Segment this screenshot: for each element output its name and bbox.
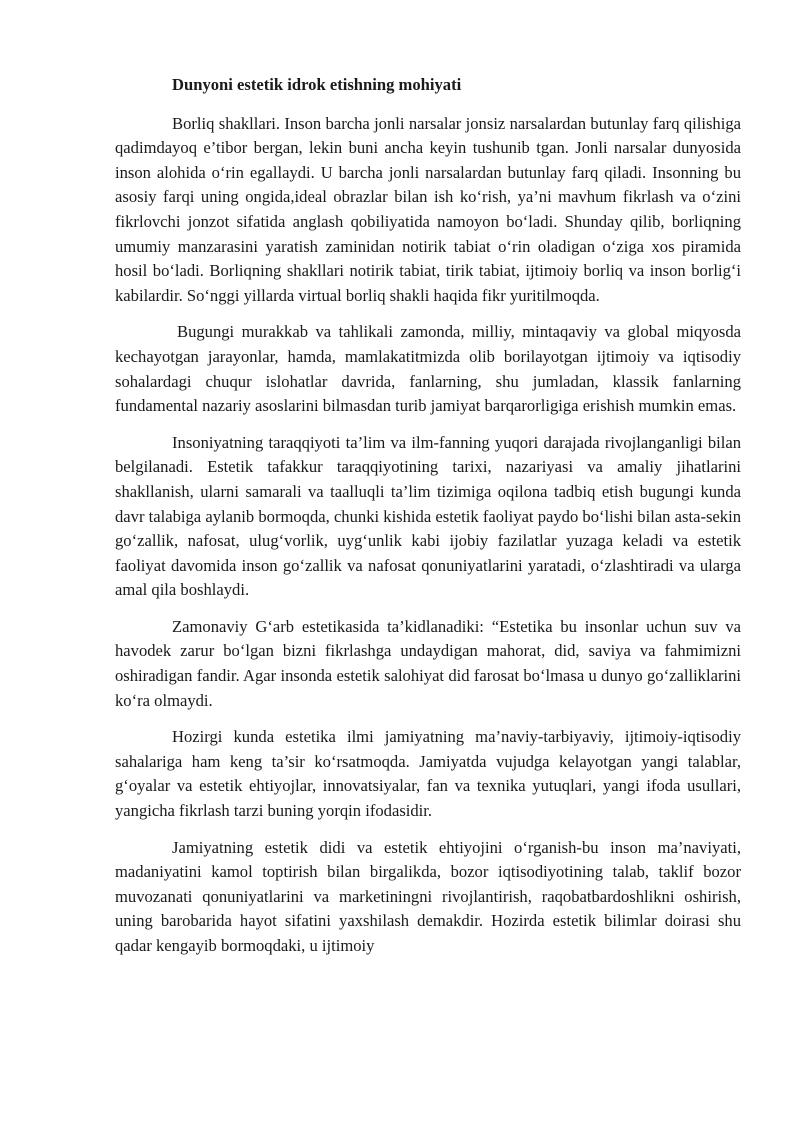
paragraph-borliq-shakllari: Borliq shakllari. Inson barcha jonli narsalar jonsiz narsalardan butunlay farq qilishiga qadimdayoq e’tibor bergan, lekin buni ancha keyin tushunib tgan. Jonli narsalar dunyosida inson alohida o‘rin egallaydi. U barcha jonli narsalardan butunlay farq qiladi. Insonning bu asosiy farqi uning ongida,ideal obrazlar bilan ish ko‘rish, ya’ni mavhum fikrlash va o‘zini fikrlovchi jonzot sifatida anglash qobiliyatida namoyon bo‘ladi. Shunday qilib, borliqning umumiy manzarasini yaratish zaminidan notirik tabiat o‘rin oladigan o‘ziga xos piramida hosil bo‘ladi. Borliqning shakllari notirik tabiat, tirik tabiat, ijtimoiy borliq va inson borlig‘i kabilardir. So‘nggi yillarda virtual borliq shakli haqida fikr yuritilmoqda. (115, 113, 741, 305)
paragraph-bugungi-zamon: Bugungi murakkab va tahlikali zamonda, milliy, mintaqaviy va global miqyosda kechayotgan jarayonlar, hamda, mamlakatitmizda olib borilayotgan ijtimoiy va iqtisodiy sohalardagi chuqur islohatlar davrida, fanlarning, shu jumladan, klassik fanlarning fundamental nazariy asoslarini bilmasdan turib jamiyat barqarorligiga erishish mumkin emas. (115, 322, 741, 416)
paragraph-hozirgi-estetika: Hozirgi kunda estetika ilmi jamiyatning ma’naviy-tarbiyaviy, ijtimoiy-iqtisodiy sahalariga ham keng ta’sir ko‘rsatmoqda. Jamiyatda vujudga kelayotgan yangi talablar, g‘oyalar va estetik ehtiyojlar, innovatsiyalar, fan va texnika yutuqlari, yangi ifoda usullari, yangicha fikrlash tarzi buning yorqin ifodasidir. (115, 727, 741, 821)
document-title: Dunyoni estetik idrok etishning mohiyati (172, 75, 462, 94)
paragraph-insoniyat-taraqqiyoti: Insoniyatning taraqqiyoti ta’lim va ilm-fanning yuqori darajada rivojlanganligi bilan belgilanadi. Estetik tafakkur taraqqiyotining tarixi, nazariyasi va amaliy jihatlarini shakllanish, ularni samarali va taalluqli ta’lim tizimiga oqilona tadbiq etish bugungi kunda davr talabiga aylanib bormoqda, chunki kishida estetik faoliyat paydo bo‘lishi bilan asta-sekin go‘zallik, nafosat, ulug‘vorlik, uyg‘unlik kabi ijobiy fazilatlar yuzaga keladi va estetik faoliyat davomida inson go‘zallik va nafosat qonuniyatlarini yaratadi, o‘zlashtiradi va ularga amal qila boshlaydi. (115, 432, 741, 600)
paragraph-garb-estetikasi: Zamonaviy G‘arb estetikasida ta’kidlanadiki: “Estetika bu insonlar uchun suv va havodek zarur bo‘lgan bizni fikrlashga undaydigan mahorat, did, saviya va fahmimizni oshiradigan fandir. Agar insonda estetik salohiyat did farosat bo‘lmasa u dunyo go‘zalliklarini ko‘ra olmaydi. (115, 616, 741, 710)
document-page (115, 73, 741, 971)
paragraph-estetik-did: Jamiyatning estetik didi va estetik ehtiyojini o‘rganish-bu inson ma’naviyati, madaniyatini kamol toptirish bilan birgalikda, bozor iqtisodiyotining talab, taklif bozor muvozanati qonuniyatlarini va marketiningni rivojlantirish, raqobatbardoshlikni oshirish, uning barobarida hayot sifatini yaxshilash demakdir. Hozirda estetik bilimlar doirasi shu qadar kengayib bormoqdaki, u ijtimoiy (115, 837, 741, 955)
